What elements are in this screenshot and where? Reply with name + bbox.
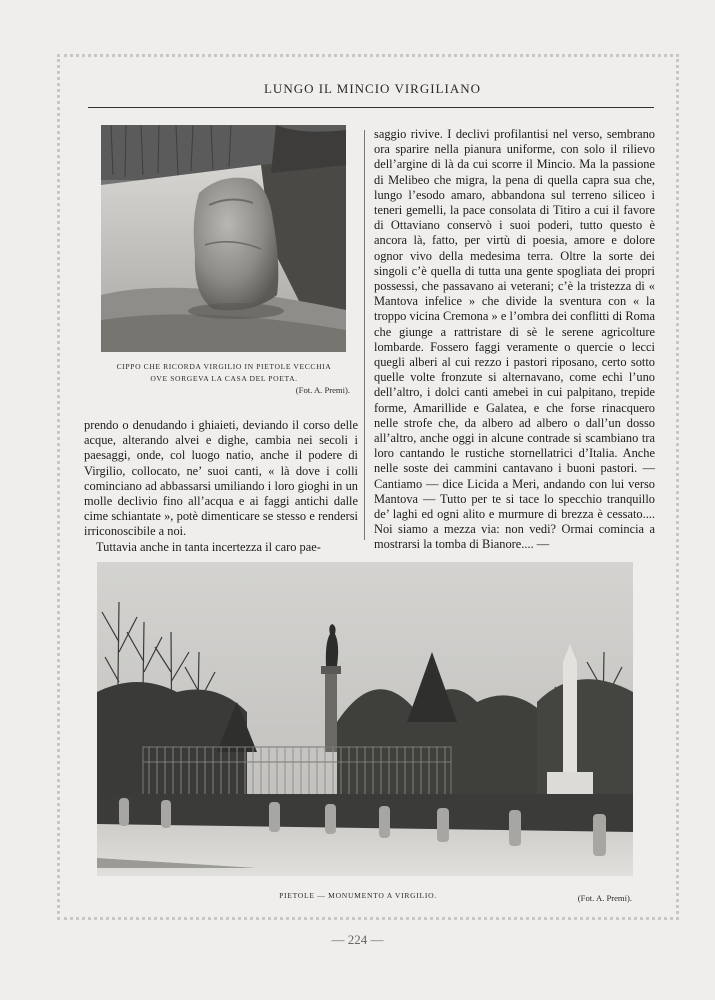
page-number: — 224 — bbox=[331, 932, 384, 947]
running-title: LUNGO IL MINCIO VIRGILIANO bbox=[263, 81, 481, 96]
header-rule bbox=[88, 107, 654, 108]
monument-photo bbox=[97, 562, 633, 876]
figure2-caption: PIETOLE — MONUMENTO A VIRGILIO. bbox=[279, 891, 437, 900]
column-divider bbox=[364, 130, 365, 540]
right-column-paragraph: saggio rivive. I declivi profilantisi nel verso, sembrano ora sparire nella pianura uniforme, con solo il rilievo dell’argine di là da cui scorre il Mincio. Ma la passione di Melibeo che migra, la pena di quella capra sua che, lungo l’esodo amaro, abbandona sul terreno siliceo i teneri gemelli, la pace consolata di Titiro a cui il favore di Ottaviano conservò i suoi poderi, tutto questo è ancora là, fatto, per virtù di poesia, amore e dolore ognor vivo della medesima terra. Oltre la sorte dei singoli c’è quella di tutta una gente spogliata dei propri possessi, che passavano ai veterani; c’è la tristezza di « Mantova infelice » che divide la sventura con « la troppo vicina Cremona » e l’ombra dei conflitti di Roma che giunge a rattristare di sè le serene agricolture lombarde. Fossero faggi veramente o quercie o lecci quegli alberi al cui rezzo i pastori riposano, certo sotto quelle volte fronzute si alternavano, come echi l’uno dell’altro, i dolci canti amebei in cui palpitano, trepide forme, Amarillide e Galatea, e che forse rinacquero nelle strofe che, da albero ad albero o dall’un dosso all’altro, anche oggi in alcune contrade si scambiano tra loro cantando le rustiche stornellatrici d’Italia. Anche nelle soste dei cammini cantavano i buoni pastori. — Cantiamo — dice Licida a Meri, andando con lui verso Mantova — Tutto per te si tace lo specchio tranquillo de’ laghi ed ogni alito e murmure di brezza è cessato.... Noi siamo a mezza via: non vedi? Ormai comincia a mostrarsi la tomba di Bianore.... — bbox=[374, 127, 655, 552]
cippo-photo bbox=[101, 125, 346, 352]
figure1-caption-line1: CIPPO CHE RICORDA VIRGILIO IN PIETOLE VECCHIA bbox=[116, 362, 332, 371]
right-column-text bbox=[374, 127, 655, 553]
figure2-credit: (Fot. A. Premi). bbox=[577, 893, 632, 903]
left-column-paragraph-1: prendo o denudando i ghiaieti, deviando il corso delle acque, alterando alvei e dighe, cambia nei secoli i paesaggi, onde, col luogo natio, anche il podere di Virgilio, collocato, ne’ suoi canti, « là dove i colli cominciano ad abbassarsi umiliando i loro gioghi in un molle declivio fino all’acqua e ai faggi antichi dalle cime schiantate », potè dimenticare se stesso e rendersi irriconoscibile a noi. bbox=[84, 418, 358, 539]
left-column-paragraph-2: Tuttavia anche in tanta incertezza il caro pae- bbox=[96, 539, 321, 554]
figure1-credit: (Fot. A. Premi). bbox=[295, 385, 350, 395]
figure1-caption-line2: OVE SORGEVA LA CASA DEL POETA. bbox=[150, 374, 298, 383]
left-column-text bbox=[84, 418, 358, 555]
figure1-caption bbox=[98, 361, 350, 385]
